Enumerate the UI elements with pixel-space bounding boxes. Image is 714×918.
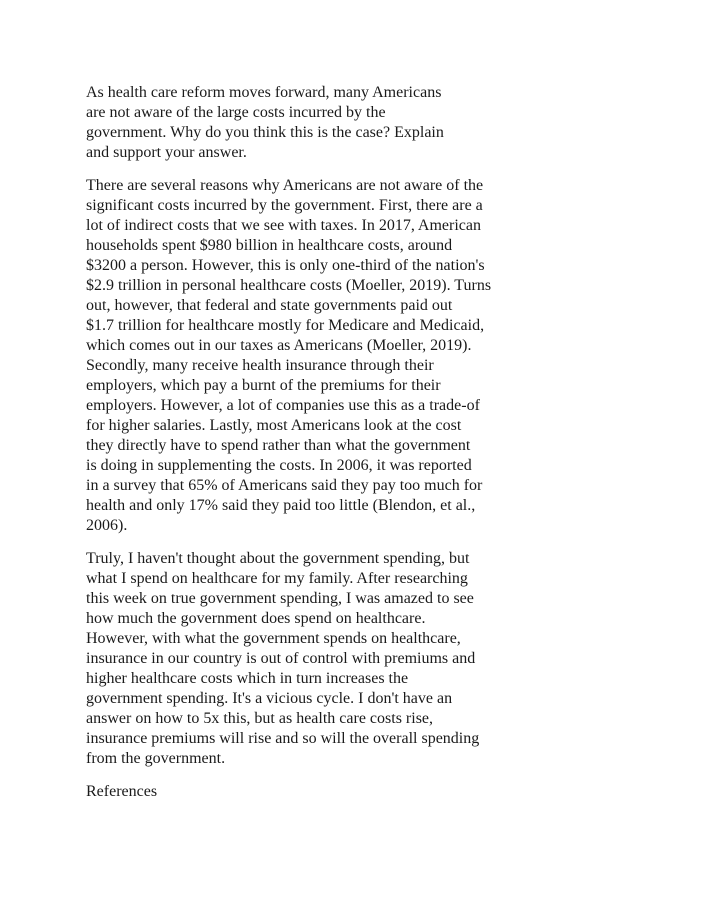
references-title: References (86, 783, 158, 800)
text-line: households spent $980 billion in healthcare costs, around (86, 237, 453, 254)
text-line: how much the government does spend on healthcare. (86, 610, 426, 627)
text-line: Truly, I haven't thought about the government spending, but (86, 550, 470, 567)
text-line: for higher salaries. Lastly, most Americans look at the cost (86, 417, 462, 434)
text-line: and support your answer. (86, 144, 247, 161)
text-line: this week on true government spending, I was amazed to see (86, 590, 474, 607)
text-line: are not aware of the large costs incurred by the (86, 104, 386, 121)
text-line: significant costs incurred by the government. First, there are a (86, 197, 483, 214)
text-line: in a survey that 65% of Americans said they pay too much for (86, 477, 483, 494)
text-line: employers, which pay a burnt of the premiums for their (86, 377, 441, 394)
text-line: out, however, that federal and state governments paid out (86, 297, 453, 314)
references-heading (86, 782, 536, 802)
text-line: government. Why do you think this is the case? Explain (86, 124, 444, 141)
answer-paragraph (86, 176, 536, 536)
text-line: 2006). (86, 517, 128, 534)
text-line: There are several reasons why Americans are not aware of the (86, 177, 484, 194)
text-line: they directly have to spend rather than what the government (86, 437, 471, 454)
text-line: higher healthcare costs which in turn increases the (86, 670, 409, 687)
text-line: lot of indirect costs that we see with taxes. In 2017, American (86, 217, 482, 234)
text-line: which comes out in our taxes as Americans (Moeller, 2019). (86, 337, 472, 354)
text-line: health and only 17% said they paid too little (Blendon, et al., (86, 497, 476, 514)
text-line: government spending. It's a vicious cycle. I don't have an (86, 690, 453, 707)
text-line: insurance premiums will rise and so will the overall spending (86, 730, 480, 747)
text-line: from the government. (86, 750, 226, 767)
text-line: answer on how to 5x this, but as health care costs rise, (86, 710, 434, 727)
question-paragraph (86, 83, 536, 163)
text-line: As health care reform moves forward, many Americans (86, 84, 442, 101)
reflection-paragraph (86, 549, 536, 769)
text-line: is doing in supplementing the costs. In 2006, it was reported (86, 457, 472, 474)
text-line: employers. However, a lot of companies use this as a trade-of (86, 397, 480, 414)
text-line: $2.9 trillion in personal healthcare costs (Moeller, 2019). Turns (86, 277, 492, 294)
document-body (86, 83, 536, 802)
text-line: insurance in our country is out of control with premiums and (86, 650, 476, 667)
text-line: what I spend on healthcare for my family. After researching (86, 570, 468, 587)
text-line: $1.7 trillion for healthcare mostly for Medicare and Medicaid, (86, 317, 485, 334)
text-line: $3200 a person. However, this is only one-third of the nation's (86, 257, 485, 274)
text-line: Secondly, many receive health insurance through their (86, 357, 434, 374)
text-line: However, with what the government spends on healthcare, (86, 630, 461, 647)
